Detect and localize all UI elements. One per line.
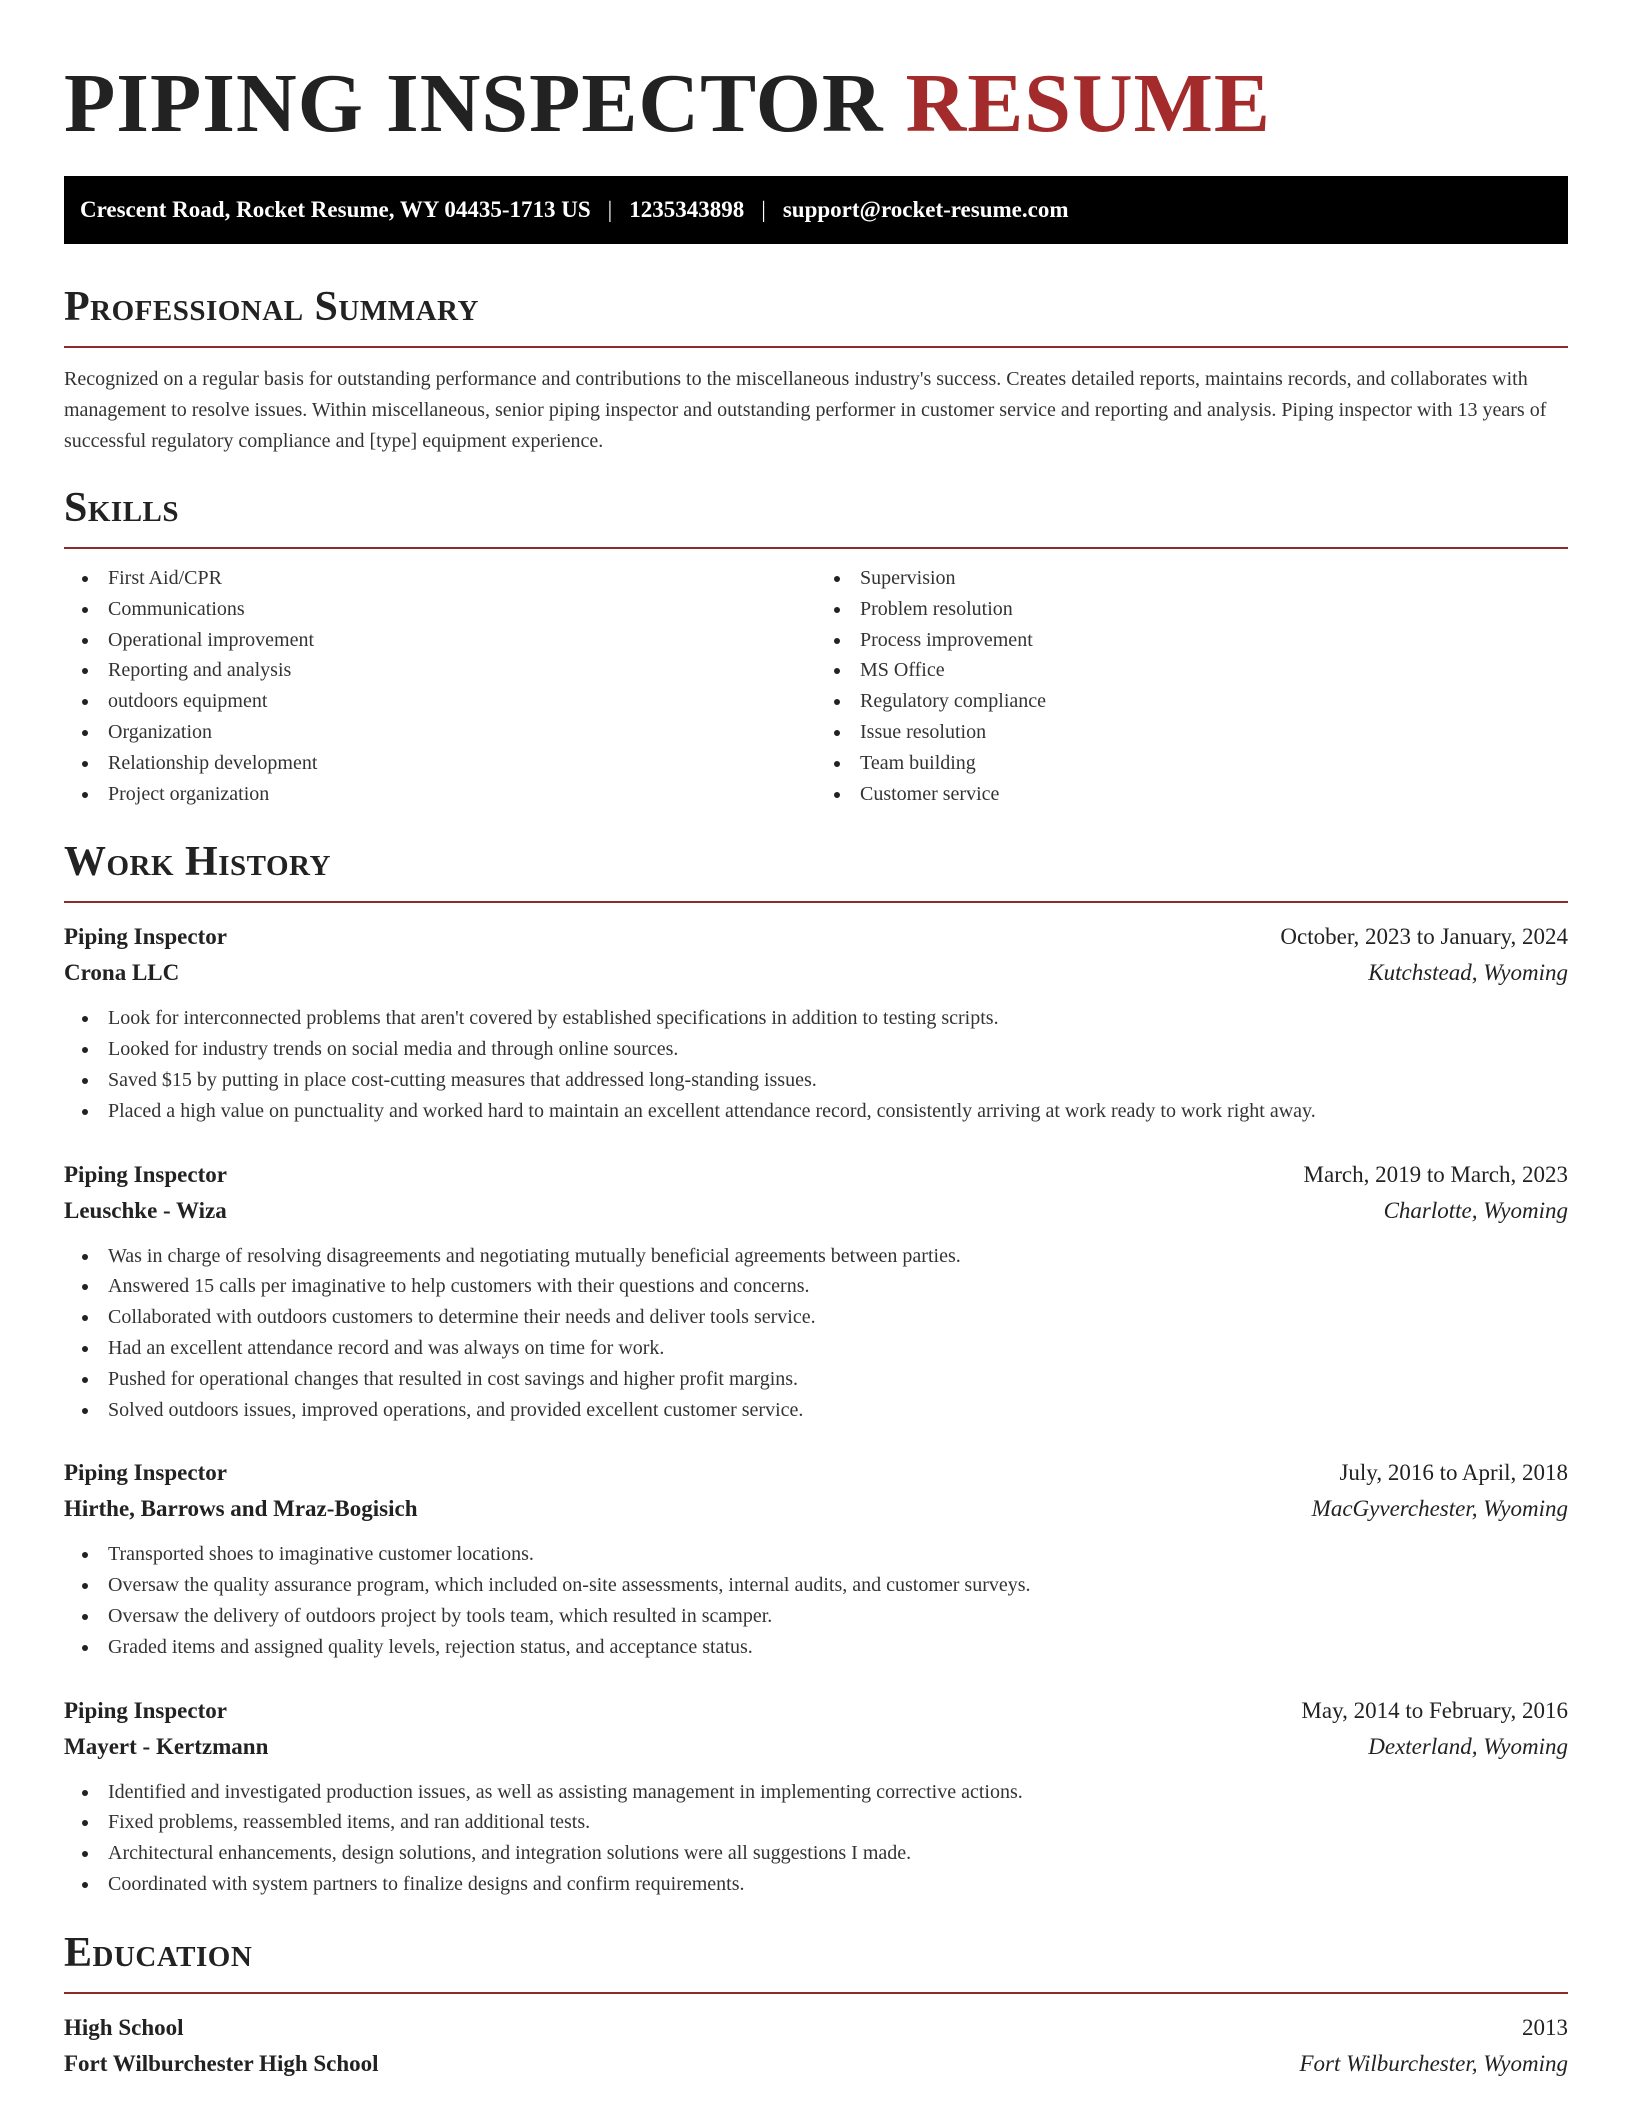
contact-email: support@rocket-resume.com [782, 197, 1069, 222]
skill-item: First Aid/CPR [64, 563, 816, 594]
job-bullet: Saved $15 by putting in place cost-cutting measures that addressed long-standing issues. [64, 1065, 1568, 1096]
job-bullet: Had an excellent attendance record and was always on time for work. [64, 1333, 1568, 1364]
job-bullet: Identified and investigated production issues, as well as assisting management in implementing corrective actions. [64, 1777, 1568, 1808]
job-entry [64, 919, 1568, 1126]
resume-title [64, 0, 1568, 150]
skill-item: Operational improvement [64, 625, 816, 656]
job-bullet: Fixed problems, reassembled items, and ran additional tests. [64, 1807, 1568, 1838]
job-bullet: Solved outdoors issues, improved operations, and provided excellent customer service. [64, 1395, 1568, 1426]
section-divider [64, 1992, 1568, 1994]
title-main: PIPING INSPECTOR [64, 57, 884, 150]
education-year: 2013 [1522, 2014, 1568, 2040]
skill-item: Team building [816, 748, 1568, 779]
job-dates: October, 2023 to January, 2024 [1280, 924, 1568, 950]
section-heading-work-history: Work History [64, 839, 331, 886]
job-bullet: Oversaw the delivery of outdoors project by tools team, which resulted in scamper. [64, 1601, 1568, 1632]
work-history-section [64, 837, 1568, 1899]
job-entry [64, 1693, 1568, 1900]
summary-text: Recognized on a regular basis for outstanding performance and contributions to the miscellaneous industry's success. Creates detailed reports, maintains records, and collaborates with management to resolve issues. Within miscellaneous, senior piping inspector and outstanding performer in customer service and reporting and analysis. Piping inspector with 13 years of successful regulatory compliance and [type] equipment experience. [64, 368, 1547, 452]
job-bullet-list [64, 1003, 1568, 1126]
section-divider [64, 547, 1568, 549]
job-bullet: Collaborated with outdoors customers to determine their needs and deliver tools service. [64, 1302, 1568, 1333]
contact-separator: | [761, 197, 766, 222]
section-divider [64, 901, 1568, 903]
skill-item: Organization [64, 717, 816, 748]
job-bullet: Answered 15 calls per imaginative to help customers with their questions and concerns. [64, 1271, 1568, 1302]
skills-column-right [816, 563, 1568, 809]
contact-bar [64, 176, 1568, 244]
job-title: Piping Inspector [64, 1697, 227, 1723]
contact-address: Crescent Road, Rocket Resume, WY 04435-1713 US [80, 197, 591, 222]
summary-section [64, 282, 1568, 457]
job-bullet-list [64, 1241, 1568, 1426]
skill-item: Problem resolution [816, 594, 1568, 625]
education-location: Fort Wilburchester, Wyoming [1299, 2050, 1568, 2076]
education-entry [64, 2010, 1568, 2082]
job-title: Piping Inspector [64, 1460, 227, 1486]
job-bullet: Transported shoes to imaginative customer locations. [64, 1539, 1568, 1570]
skills-column-left [64, 563, 816, 809]
section-heading-education: Education [64, 1929, 253, 1976]
job-bullet: Architectural enhancements, design solutions, and integration solutions were all suggestions I made. [64, 1838, 1568, 1869]
education-degree: High School [64, 2014, 184, 2040]
job-bullet: Pushed for operational changes that resulted in cost savings and higher profit margins. [64, 1364, 1568, 1395]
job-bullet: Looked for industry trends on social media and through online sources. [64, 1034, 1568, 1065]
job-location: Kutchstead, Wyoming [1368, 960, 1568, 986]
education-school: Fort Wilburchester High School [64, 2050, 379, 2076]
contact-phone: 1235343898 [629, 197, 745, 222]
job-location: MacGyverchester, Wyoming [1311, 1496, 1568, 1522]
job-company: Leuschke - Wiza [64, 1197, 227, 1223]
job-company: Hirthe, Barrows and Mraz-Bogisich [64, 1496, 418, 1522]
skills-section [64, 483, 1568, 809]
skill-item: Issue resolution [816, 717, 1568, 748]
job-title: Piping Inspector [64, 1161, 227, 1187]
job-location: Dexterland, Wyoming [1368, 1733, 1568, 1759]
title-accent: RESUME [905, 57, 1271, 150]
job-location: Charlotte, Wyoming [1383, 1197, 1568, 1223]
job-dates: March, 2019 to March, 2023 [1303, 1161, 1568, 1187]
skill-item: Supervision [816, 563, 1568, 594]
skill-item: Project organization [64, 779, 816, 810]
job-company: Crona LLC [64, 960, 180, 986]
skill-item: Reporting and analysis [64, 655, 816, 686]
section-divider [64, 346, 1568, 348]
job-dates: May, 2014 to February, 2016 [1301, 1697, 1568, 1723]
skill-item: Relationship development [64, 748, 816, 779]
skill-item: MS Office [816, 655, 1568, 686]
skill-item: Regulatory compliance [816, 686, 1568, 717]
job-company: Mayert - Kertzmann [64, 1733, 269, 1759]
skill-item: Customer service [816, 779, 1568, 810]
job-bullet: Graded items and assigned quality levels, rejection status, and acceptance status. [64, 1632, 1568, 1663]
job-bullet-list [64, 1539, 1568, 1662]
job-bullet: Look for interconnected problems that aren't covered by established specifications in addition to testing scripts. [64, 1003, 1568, 1034]
job-bullet: Placed a high value on punctuality and worked hard to maintain an excellent attendance record, consistently arriving at work ready to work right away. [64, 1096, 1568, 1127]
job-bullet: Coordinated with system partners to finalize designs and confirm requirements. [64, 1869, 1568, 1900]
section-heading-skills: Skills [64, 485, 180, 531]
job-bullet-list [64, 1777, 1568, 1900]
job-dates: July, 2016 to April, 2018 [1339, 1460, 1568, 1486]
section-heading-summary: Professional Summary [64, 284, 479, 330]
job-title: Piping Inspector [64, 924, 227, 950]
skill-item: Communications [64, 594, 816, 625]
job-bullet: Oversaw the quality assurance program, which included on-site assessments, internal audits, and customer surveys. [64, 1570, 1568, 1601]
skill-item: outdoors equipment [64, 686, 816, 717]
education-section [64, 1928, 1568, 2082]
skill-item: Process improvement [816, 625, 1568, 656]
contact-separator: | [607, 197, 613, 222]
job-entry [64, 1455, 1568, 1662]
job-bullet: Was in charge of resolving disagreements and negotiating mutually beneficial agreements between parties. [64, 1241, 1568, 1272]
skills-columns [64, 563, 1568, 809]
job-entry [64, 1157, 1568, 1426]
